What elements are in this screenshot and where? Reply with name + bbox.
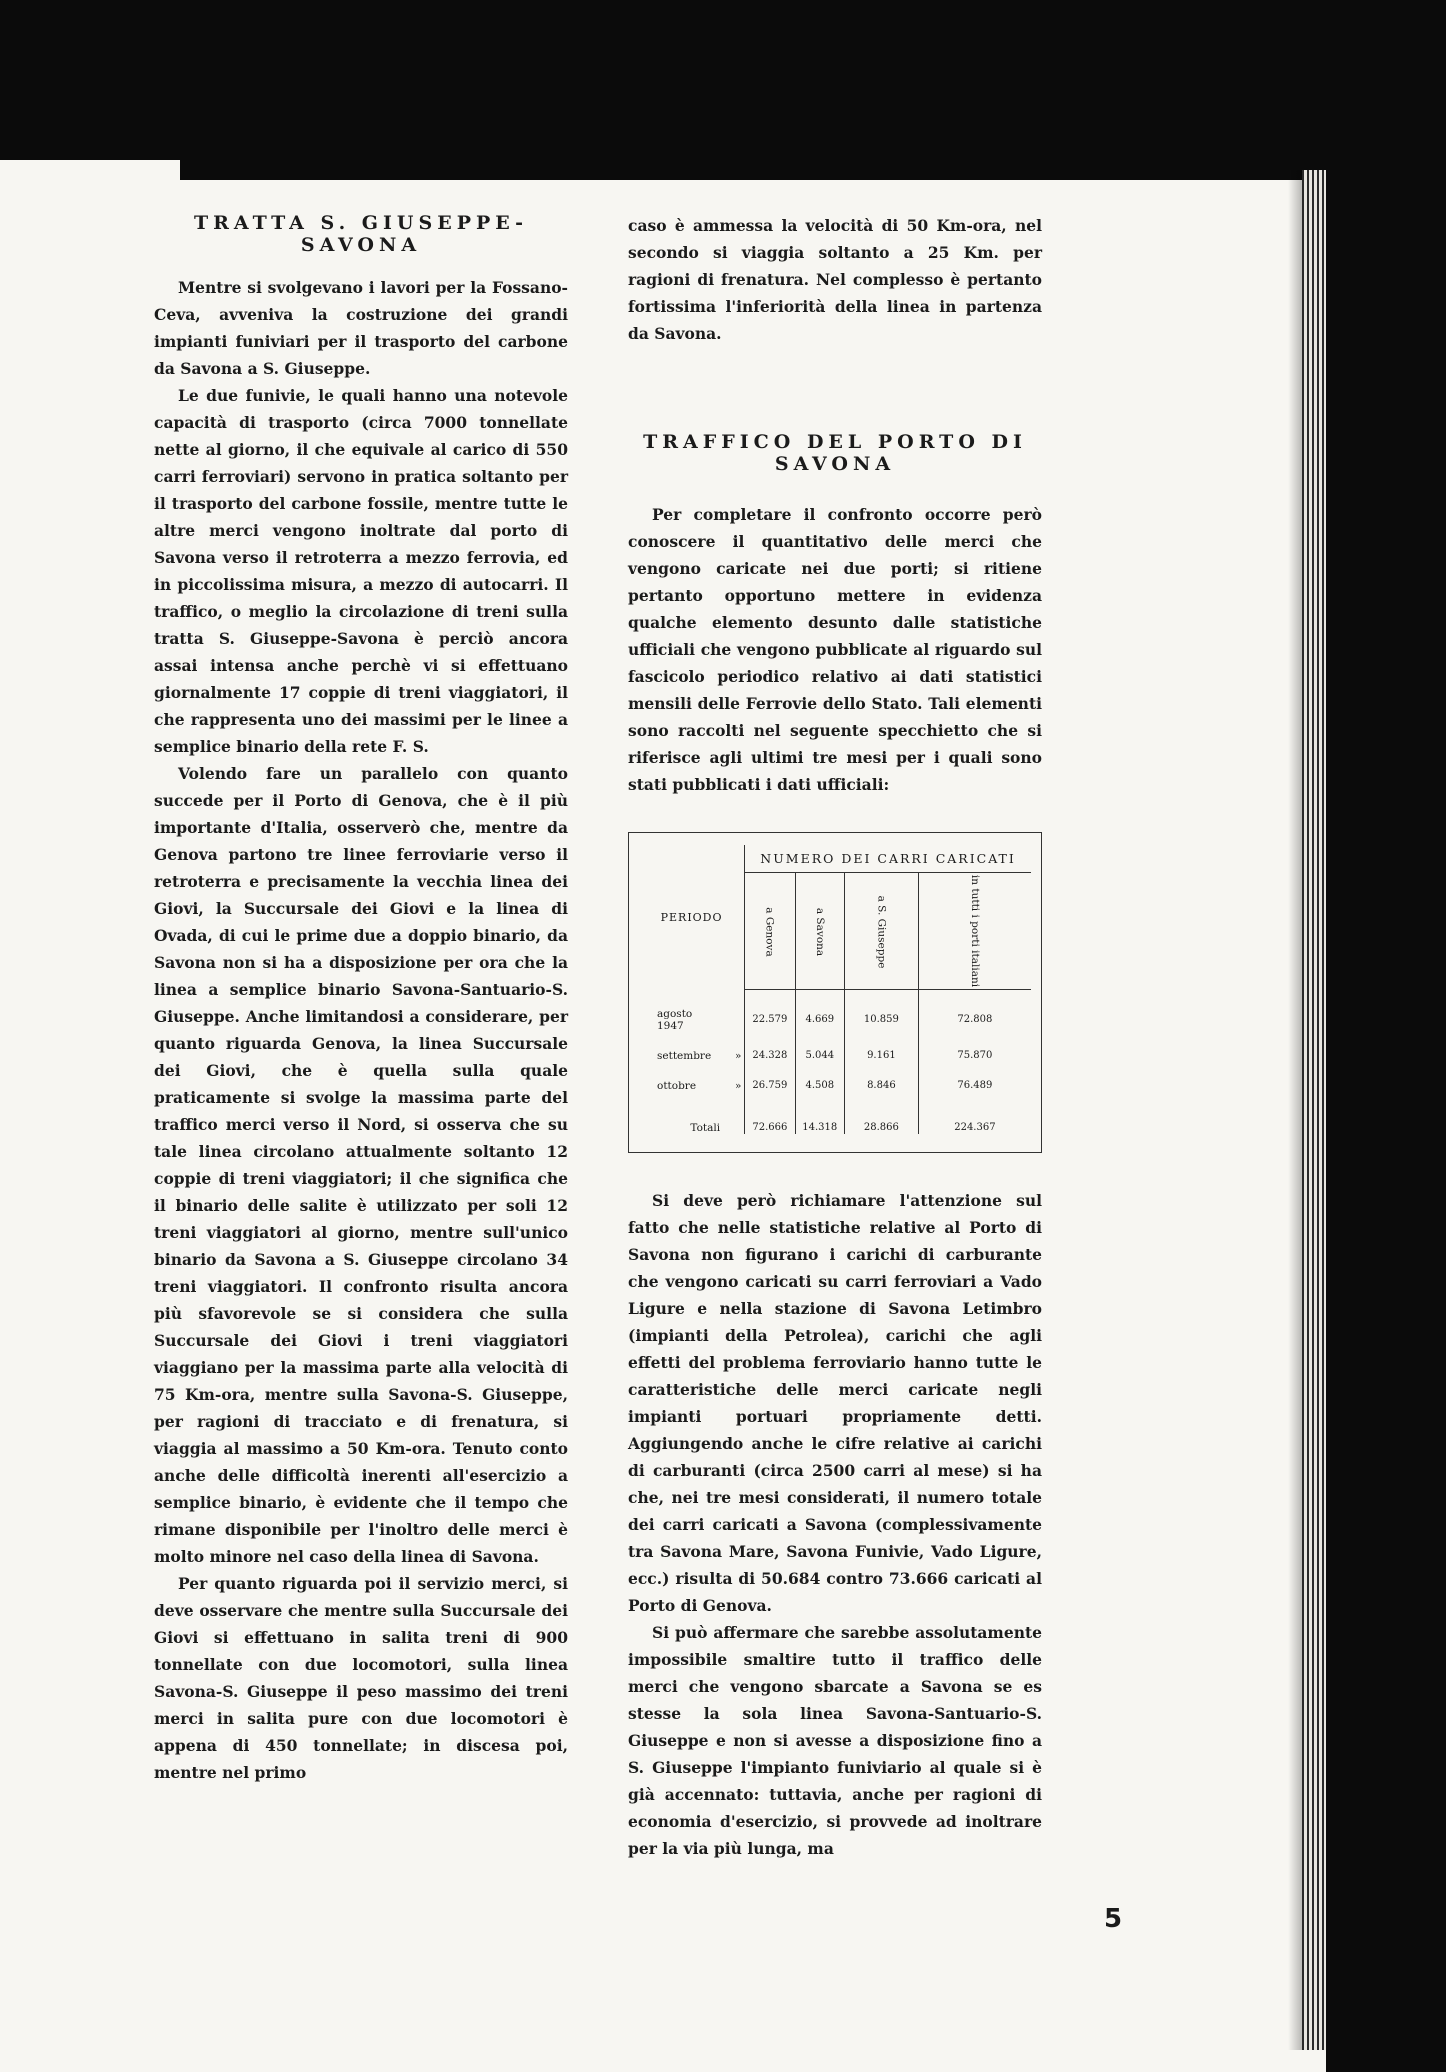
paragraph: Si può affermare che sarebbe assolutamente impossibile smaltire tutto il traffico delle merci che vengono sbarcate a Savona se es stesse la sola linea Savona-Santuario-S. Giuseppe e non si avesse a disposizione fino a S. Giuseppe l'impianto funiviario al quale si è già accennato: tuttavia, anche per ragioni di economia d'esercizio, si provvede ad inoltrare per la via più lunga, ma [628,1622,1042,1858]
column-header: a Genova [745,873,795,990]
row-month: agosto [657,1007,693,1020]
cell: 75.870 [957,1050,993,1061]
table-group-title: NUMERO DEI CARRI CARICATI [745,845,1031,873]
cell: 4.508 [795,1062,844,1092]
page-number: 5 [1104,1904,1123,1934]
cell: 22.579 [745,990,795,1032]
paragraph: Mentre si svolgevano i lavori per la Fossano-Ceva, avveniva la costruzione dei grandi impianti funiviari per il trasporto del carbone da Savona a S. Giuseppe. [154,278,568,378]
table-total-row [639,1092,1031,1134]
row-year: » [735,1079,742,1092]
scanner-background-right [1326,0,1446,2072]
paragraph: Le due funivie, le quali hanno una notevole capacità di trasporto (circa 7000 tonnellate nette al giorno, il che equivale al carico di 550 carri ferroviari) servono in pratica soltanto per il trasporto del carbone fossile, mentre tutte le altre merci vengono inoltrate dal porto di Savona verso il retroterra a mezzo ferrovia, ed in piccolissima misura, a mezzo di autocarri. Il traffico, o meglio la circolazione di treni sulla tratta S. Giuseppe-Savona è perciò ancora assai intensa anche perchè vi si effettuano giornalmente 17 coppie di treni viaggiatori, il che rappresenta uno dei massimi per le linee a semplice binario della rete F. S. [154,386,568,756]
cell: 4.669 [795,990,844,1032]
total-label: Totali [639,1092,745,1134]
page-corner [0,160,180,182]
right-column [628,212,1042,1862]
cell: 8.846 [844,1062,918,1092]
column-header: a S. Giuseppe [844,873,918,990]
paragraph: Volendo fare un parallelo con quanto succede per il Porto di Genova, che è il più importante d'Italia, osserverò che, mentre da Genova partono tre linee ferroviarie verso il retroterra e precisamente la vecchia linea dei Giovi, la Succursale dei Giovi e la linea di Ovada, di cui le prime due a doppio binario, da Savona non si ha a disposizione per ora che la linea a semplice binario Savona-Santuario-S. Giuseppe. Anche limitandosi a considerare, per quanto riguarda Genova, la linea Succursale dei Giovi, che è quella sulla quale praticamente si svolge la massima parte del traffico merci verso il Nord, si osserva che su tale linea circolano attualmente soltanto 12 coppie di treni viaggiatori; il che significa che il binario delle salite è utilizzato per soli 12 treni viaggiatori al giorno, mentre sull'unico binario da Savona a S. Giuseppe circolano 34 treni viaggiatori. Il confronto risulta ancora più sfavorevole se si considera che sulla Succursale dei Giovi i treni viaggiatori viaggiano per la massima parte alla velocità di 75 Km-ora, mentre sulla Savona-S. Giuseppe, per ragioni di tracciato e di frenatura, si viaggia al massimo a 50 Km-ora. Tenuto conto anche delle difficoltà inerenti all'esercizio a semplice binario, è evidente che il tempo che rimane disponibile per l'inoltro delle merci è molto minore nel caso della linea di Savona. [154,764,568,1566]
row-year: 1947 [657,1019,684,1032]
cell: 224.367 [954,1122,996,1133]
paragraph: caso è ammessa la velocità di 50 Km-ora, nel secondo si viaggia soltanto a 25 Km. per ragioni di frenatura. Nel complesso è pertanto fortissima l'inferiorità della linea in partenza da Savona. [628,216,1042,343]
paragraph: Per quanto riguarda poi il servizio merci, si deve osservare che mentre sulla Succursale dei Giovi si effettuano in salita treni di 900 tonnellate con due locomotori, sulla linea Savona-S. Giuseppe il peso massimo dei treni merci in salita pure con due locomotori è appena di 450 tonnellate; in discesa poi, mentre nel primo [154,1574,568,1782]
cell: 10.859 [844,990,918,1032]
column-header: a Savona [795,873,844,990]
cell: 5.044 [795,1032,844,1062]
page-gutter-shadow [1288,170,1302,2050]
cell: 72.808 [957,1014,993,1026]
cell: 72.666 [745,1092,795,1134]
column-header: in tutti i porti italiani [918,873,1031,990]
cell: 14.318 [795,1092,844,1134]
section-heading-tratta: TRATTA S. GIUSEPPE-SAVONA [193,212,528,256]
page-stack-edges [1302,170,1326,2050]
wagons-table [628,832,1042,1153]
cell: 9.161 [844,1032,918,1062]
left-column [154,212,568,1786]
section-heading-traffico: TRAFFICO DEL PORTO DI SAVONA [643,431,1027,475]
cell: 28.866 [844,1092,918,1134]
row-month: ottobre [657,1079,697,1092]
cell: 26.759 [745,1062,795,1092]
paragraph: Si deve però richiamare l'attenzione sul fatto che nelle statistiche relative al Porto di Savona non figurano i carichi di carburante che vengono caricati su carri ferroviari a Vado Ligure e nella stazione di Savona Letimbro (impianti della Petrolea), carichi che agli effetti del problema ferroviario hanno tutte le caratteristiche delle merci caricate negli impianti portuari propriamente detti. Aggiungendo anche le cifre relative ai carichi di carburanti (circa 2500 carri al mese) si ha che, nei tre mesi considerati, il numero totale dei carri caricati a Savona (complessivamente tra Savona Mare, Savona Funivie, Vado Ligure, ecc.) risulta di 50.684 contro 73.666 caricati al Porto di Genova. [628,1190,1042,1615]
scanner-background-top [0,0,1446,180]
table-row [639,1032,1031,1062]
table-row [639,1062,1031,1092]
cell: 24.328 [745,1032,795,1062]
row-month: settembre [657,1049,712,1062]
paragraph: Per completare il confronto occorre però conoscere il quantitativo delle merci che vengono caricate nei due porti; si ritiene pertanto opportuno mettere in evidenza qualche elemento desunto dalle statistiche ufficiali che vengono pubblicate al riguardo sul fascicolo periodico relativo ai dati statistici mensili delle Ferrovie dello Stato. Tali elementi sono raccolti nel seguente specchietto che si riferisce agli ultimi tre mesi per i quali sono stati pubblicati i dati ufficiali: [628,505,1042,794]
cell: 76.489 [957,1080,993,1091]
table-row [639,990,1031,1032]
period-header: PERIODO [639,845,745,990]
row-year: » [735,1049,742,1062]
